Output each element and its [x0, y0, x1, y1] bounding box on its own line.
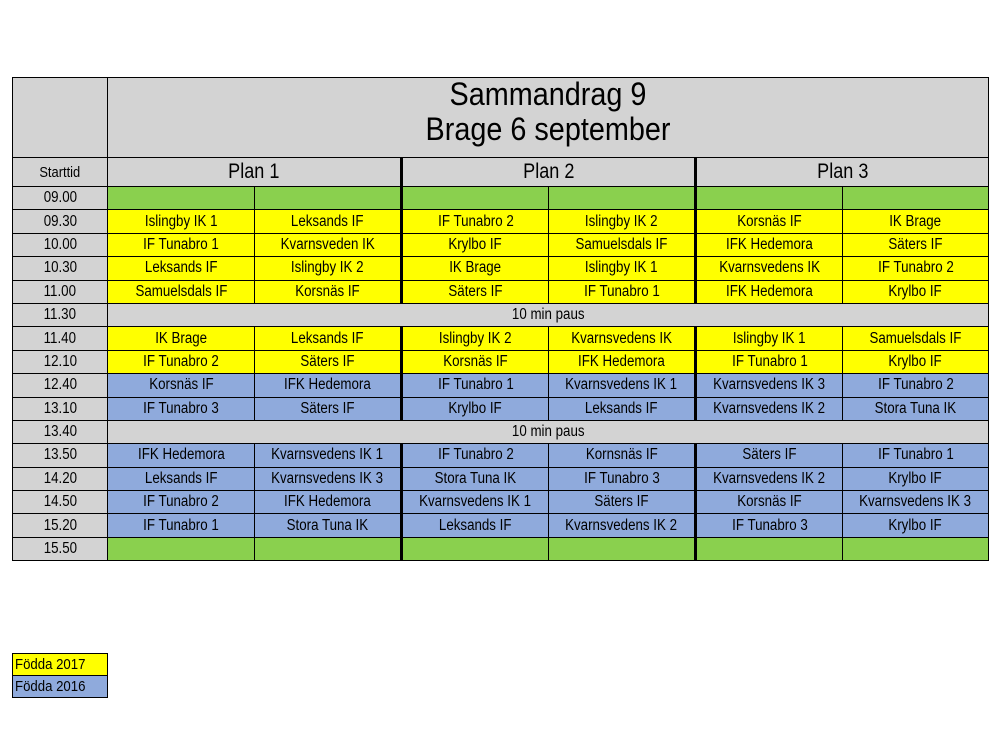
match-cell: Korsnäs IF — [255, 280, 402, 303]
time-cell: 10.30 — [13, 257, 108, 280]
match-cell: IF Tunabro 1 — [549, 280, 696, 303]
schedule-row — [13, 420, 989, 443]
match-cell: Leksands IF — [549, 397, 696, 420]
match-cell: IF Tunabro 1 — [696, 350, 843, 373]
legend-item-2017: Födda 2017 — [13, 654, 108, 676]
match-cell: IK Brage — [843, 210, 989, 233]
time-cell: 12.10 — [13, 350, 108, 373]
match-cell: Krylbo IF — [402, 397, 549, 420]
time-cell: 11.30 — [13, 303, 108, 326]
match-cell: IF Tunabro 2 — [402, 444, 549, 467]
match-cell: Islingby IK 1 — [696, 327, 843, 350]
schedule-row — [13, 210, 989, 233]
time-cell: 12.40 — [13, 374, 108, 397]
match-cell: IF Tunabro 2 — [108, 491, 255, 514]
schedule-row — [13, 514, 989, 537]
match-cell: Krylbo IF — [402, 233, 549, 256]
match-cell: Kvarnsvedens IK 2 — [696, 397, 843, 420]
match-cell: Kvarnsvedens IK 1 — [402, 491, 549, 514]
pause-cell: 10 min paus — [108, 303, 989, 326]
legend-item-2016: Födda 2016 — [13, 676, 108, 698]
time-cell: 09.00 — [13, 187, 108, 210]
match-cell: Krylbo IF — [843, 350, 989, 373]
empty-slot-cell — [549, 537, 696, 560]
match-cell: Korsnäs IF — [696, 210, 843, 233]
match-cell: IFK Hedemora — [696, 233, 843, 256]
schedule-row — [13, 280, 989, 303]
schedule-row — [13, 467, 989, 490]
match-cell: Stora Tuna IK — [402, 467, 549, 490]
match-cell: Kvarnsvedens IK 3 — [255, 467, 402, 490]
schedule-row — [13, 233, 989, 256]
empty-slot-cell — [255, 187, 402, 210]
schedule-row — [13, 374, 989, 397]
plan-1-header: Plan 1 — [108, 158, 402, 187]
empty-slot-cell — [696, 187, 843, 210]
schedule-row — [13, 350, 989, 373]
match-cell: Korsnäs IF — [696, 491, 843, 514]
match-cell: Leksands IF — [108, 467, 255, 490]
match-cell: Krylbo IF — [843, 280, 989, 303]
match-cell: Säters IF — [255, 397, 402, 420]
empty-slot-cell — [108, 187, 255, 210]
match-cell: IF Tunabro 1 — [402, 374, 549, 397]
sheet-title — [108, 78, 989, 158]
empty-slot-cell — [255, 537, 402, 560]
match-cell: Samuelsdals IF — [549, 233, 696, 256]
match-cell: Leksands IF — [108, 257, 255, 280]
match-cell: IF Tunabro 1 — [108, 233, 255, 256]
schedule-table — [12, 77, 989, 561]
empty-slot-cell — [402, 537, 549, 560]
corner-cell — [13, 78, 108, 158]
empty-slot-cell — [696, 537, 843, 560]
match-cell: Islingby IK 1 — [549, 257, 696, 280]
match-cell: Kvarnsvedens IK 3 — [696, 374, 843, 397]
legend — [12, 653, 108, 698]
pause-cell: 10 min paus — [108, 420, 989, 443]
match-cell: IF Tunabro 2 — [843, 257, 989, 280]
match-cell: Säters IF — [255, 350, 402, 373]
time-cell: 09.30 — [13, 210, 108, 233]
match-cell: IF Tunabro 3 — [549, 467, 696, 490]
match-cell: Stora Tuna IK — [255, 514, 402, 537]
match-cell: Stora Tuna IK — [843, 397, 989, 420]
schedule-row — [13, 397, 989, 420]
title-line-1: Sammandrag 9 — [449, 77, 647, 112]
schedule-row — [13, 303, 989, 326]
match-cell: Kvarnsveden IK — [255, 233, 402, 256]
plan-3-header: Plan 3 — [696, 158, 989, 187]
match-cell: IF Tunabro 2 — [108, 350, 255, 373]
schedule-row — [13, 537, 989, 560]
match-cell: Krylbo IF — [843, 514, 989, 537]
match-cell: Kvarnsvedens IK 2 — [696, 467, 843, 490]
match-cell: IF Tunabro 3 — [108, 397, 255, 420]
match-cell: Islingby IK 2 — [255, 257, 402, 280]
match-cell: IK Brage — [402, 257, 549, 280]
match-cell: Kvarnsvedens IK 1 — [255, 444, 402, 467]
match-cell: IF Tunabro 2 — [402, 210, 549, 233]
schedule-row — [13, 491, 989, 514]
match-cell: IFK Hedemora — [108, 444, 255, 467]
match-cell: IF Tunabro 3 — [696, 514, 843, 537]
empty-slot-cell — [108, 537, 255, 560]
time-cell: 10.00 — [13, 233, 108, 256]
match-cell: Kvarnsvedens IK — [696, 257, 843, 280]
match-cell: Säters IF — [402, 280, 549, 303]
match-cell: Krylbo IF — [843, 467, 989, 490]
match-cell: Samuelsdals IF — [843, 327, 989, 350]
match-cell: Leksands IF — [402, 514, 549, 537]
match-cell: Islingby IK 2 — [549, 210, 696, 233]
match-cell: Islingby IK 2 — [402, 327, 549, 350]
time-cell: 14.50 — [13, 491, 108, 514]
match-cell: Kvarnsvedens IK 3 — [843, 491, 989, 514]
match-cell: IFK Hedemora — [549, 350, 696, 373]
time-cell: 13.40 — [13, 420, 108, 443]
match-cell: IFK Hedemora — [255, 374, 402, 397]
match-cell: Kvarnsvedens IK 2 — [549, 514, 696, 537]
schedule-row — [13, 187, 989, 210]
time-cell: 15.20 — [13, 514, 108, 537]
schedule-row — [13, 327, 989, 350]
plan-2-header: Plan 2 — [402, 158, 696, 187]
match-cell: IF Tunabro 1 — [843, 444, 989, 467]
time-cell: 11.40 — [13, 327, 108, 350]
match-cell: Kvarnsvedens IK 1 — [549, 374, 696, 397]
match-cell: Islingby IK 1 — [108, 210, 255, 233]
title-line-2: Brage 6 september — [425, 110, 671, 147]
time-cell: 14.20 — [13, 467, 108, 490]
time-cell: 11.00 — [13, 280, 108, 303]
match-cell: Säters IF — [696, 444, 843, 467]
match-cell: IF Tunabro 2 — [843, 374, 989, 397]
match-cell: IK Brage — [108, 327, 255, 350]
match-cell: Leksands IF — [255, 210, 402, 233]
match-cell: IFK Hedemora — [696, 280, 843, 303]
match-cell: IFK Hedemora — [255, 491, 402, 514]
match-cell: Samuelsdals IF — [108, 280, 255, 303]
time-cell: 13.50 — [13, 444, 108, 467]
time-cell: 13.10 — [13, 397, 108, 420]
empty-slot-cell — [843, 187, 989, 210]
match-cell: Korsnäs IF — [108, 374, 255, 397]
schedule-row — [13, 444, 989, 467]
starttid-header: Starttid — [13, 158, 108, 187]
empty-slot-cell — [549, 187, 696, 210]
match-cell: Säters IF — [549, 491, 696, 514]
match-cell: Korsnäs IF — [402, 350, 549, 373]
empty-slot-cell — [402, 187, 549, 210]
time-cell: 15.50 — [13, 537, 108, 560]
match-cell: Kornsnäs IF — [549, 444, 696, 467]
empty-slot-cell — [843, 537, 989, 560]
schedule-row — [13, 257, 989, 280]
match-cell: IF Tunabro 1 — [108, 514, 255, 537]
match-cell: Leksands IF — [255, 327, 402, 350]
match-cell: Kvarnsvedens IK — [549, 327, 696, 350]
match-cell: Säters IF — [843, 233, 989, 256]
